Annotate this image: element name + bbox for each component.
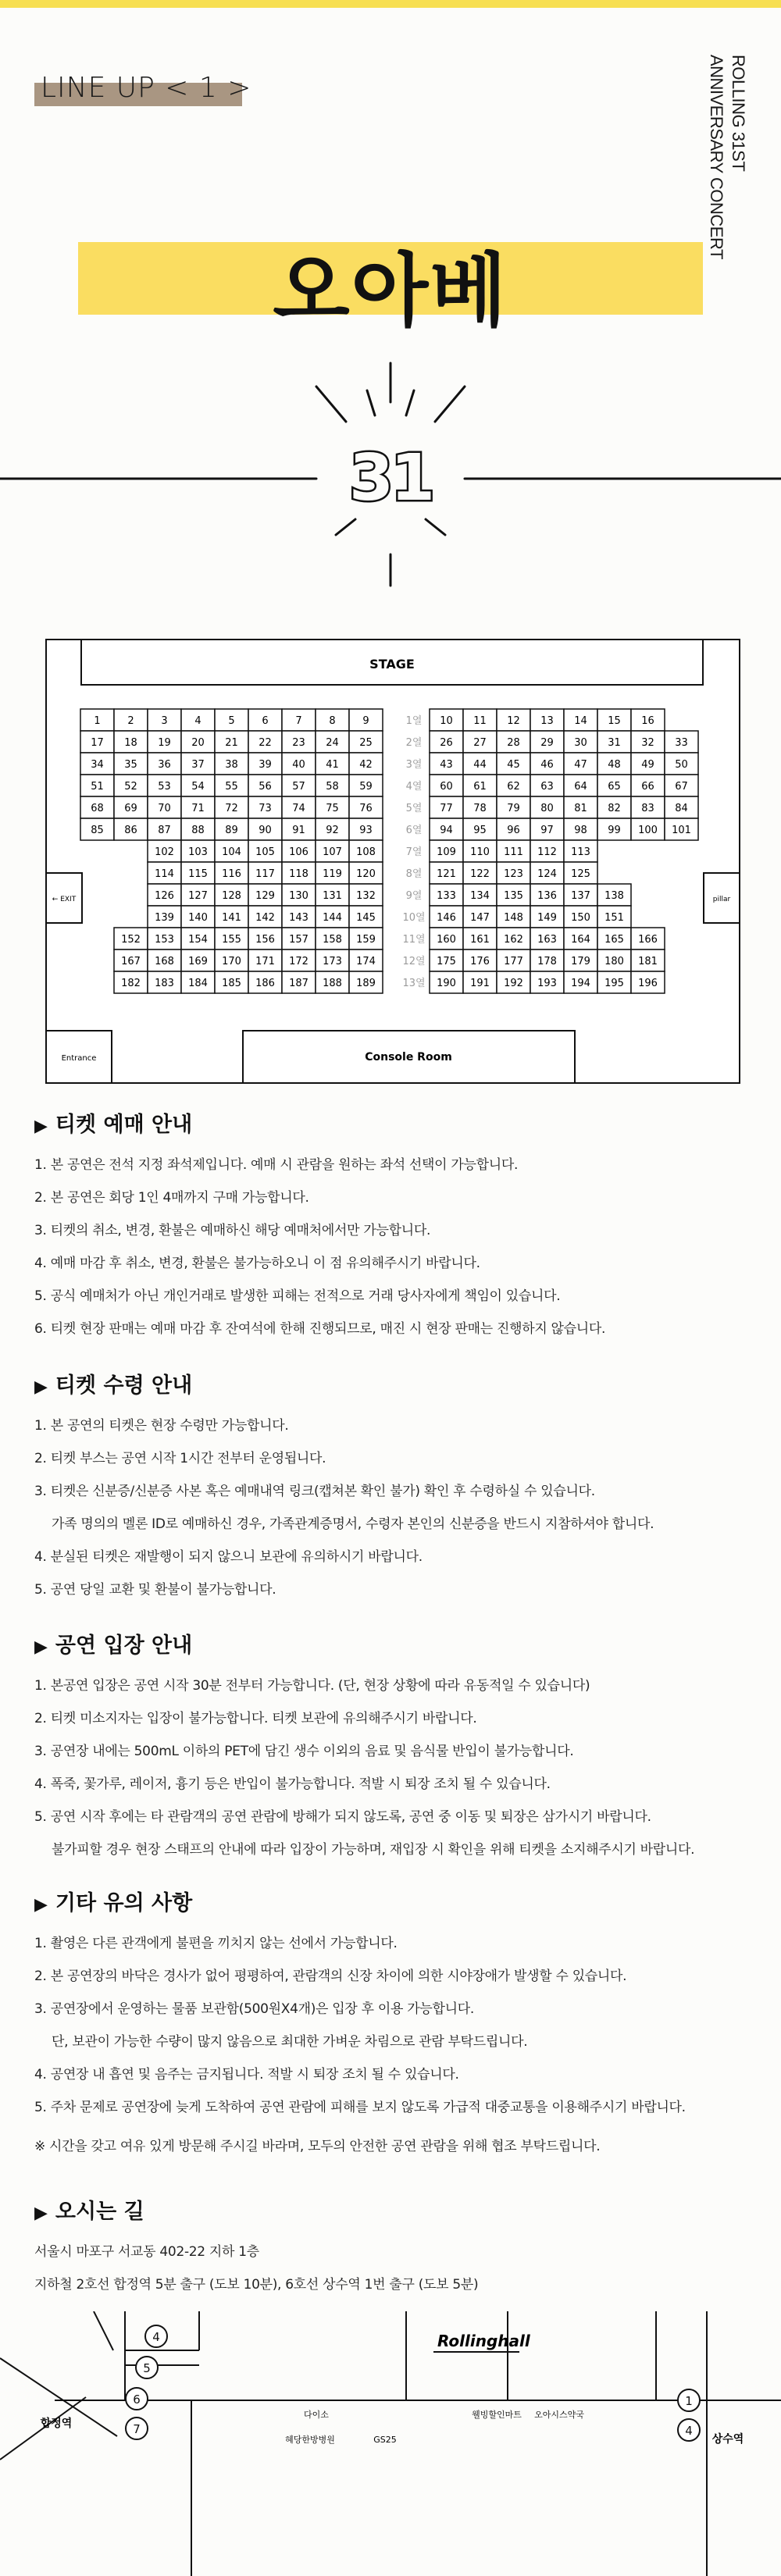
exit-label: ← EXIT [52,896,77,903]
seat-number: 125 [571,868,590,880]
seat-number: 91 [292,825,305,836]
stage-label: STAGE [369,657,415,672]
seat-number: 15 [608,715,621,727]
seat-number: 71 [191,803,205,814]
seat-number: 83 [641,803,654,814]
seat-number: 70 [158,803,171,814]
triangle-icon: ▶ [34,1377,48,1397]
row-label: 6열 [405,825,423,836]
artist-banner [78,234,703,338]
seat-number: 155 [222,934,241,946]
etc-item: 5. 주차 문제로 공연장에 늦게 도착하여 공연 관람에 피해를 보지 않도록 가급적 대중교통을 이용해주시기 바랍니다. [34,2100,686,2115]
seat-number: 82 [608,803,621,814]
burst-ray-top-left [316,387,346,422]
seat-number: 80 [540,803,554,814]
seat-number: 195 [604,978,624,989]
seat-number: 24 [326,737,339,749]
seat-number: 74 [292,803,305,814]
seat-number: 77 [440,803,453,814]
seat-number: 53 [158,781,171,793]
seat-number: 115 [188,868,208,880]
seat-number: 156 [255,934,275,946]
seat-number: 32 [641,737,654,749]
seat-number: 192 [504,978,523,989]
seat-number: 59 [359,781,373,793]
burst-ray-top-right [435,387,465,422]
seat-number: 121 [437,868,456,880]
etc-item: 3. 공연장에서 운영하는 물품 보관함(500원X4개)은 입장 후 이용 가능합니다. [34,2001,474,2017]
seat-number: 117 [255,868,275,880]
etc-item: 1. 촬영은 다른 관객에게 불편을 끼치지 않는 선에서 가능합니다. [34,1936,398,1951]
seat-number: 122 [470,868,490,880]
seat-number: 34 [91,759,104,771]
seat-number: 84 [675,803,688,814]
row-label: 1열 [405,715,423,727]
seat-number: 44 [473,759,487,771]
seat-number: 173 [323,956,342,967]
seat-number: 86 [124,825,137,836]
seat-number: 25 [359,737,373,749]
lineup-label: LINE UP < 1 > [41,72,252,104]
seat-number: 172 [289,956,308,967]
entry-item: 1. 본공연 입장은 공연 시작 30분 전부터 가능합니다. (단, 현장 상황에 따라 유동적일 수 있습니다) [34,1678,590,1694]
seat-number: 181 [638,956,658,967]
entry-item: 2. 티켓 미소지자는 입장이 불가능합니다. 티켓 보관에 유의해주시기 바랍니다. [34,1711,477,1726]
section-etc [34,1886,753,2124]
seat-number: 81 [574,803,587,814]
seat-number: 76 [359,803,373,814]
seat-number: 46 [540,759,554,771]
seat-number: 182 [121,978,141,989]
seat-number: 112 [537,846,557,858]
seat-number: 153 [155,934,174,946]
seat-number: 69 [124,803,137,814]
seat-number: 54 [191,781,205,793]
seat-number: 7 [295,715,302,727]
seat-number: 56 [259,781,272,793]
seat-number: 13 [540,715,554,727]
seat-number: 190 [437,978,456,989]
seat-number: 17 [91,737,104,749]
seat-number: 66 [641,781,654,793]
seat-number: 164 [571,934,590,946]
entry-item: 3. 공연장 내에는 500mL 이하의 PET에 담긴 생수 이외의 음료 및 음식물 반입이 불가능합니다. [34,1744,574,1759]
seat-number: 88 [191,825,205,836]
hapjeong-station-label: 합정역 [40,2417,73,2430]
exit-4-right-label: 4 [685,2424,693,2438]
seat-number: 108 [356,846,376,858]
seat-number: 45 [507,759,520,771]
seat-number: 47 [574,759,587,771]
notice-text: ※ 시간을 갖고 여유 있게 방문해 주시길 바라며, 모두의 안전한 공연 관람을 위해 협조 부탁드립니다. [34,2139,601,2154]
seat-number: 177 [504,956,523,967]
mart-label: 웰빙할인마트 [472,2410,522,2420]
seat-number: 193 [537,978,557,989]
seat-number: 43 [440,759,453,771]
seat-number: 29 [540,737,554,749]
sangsu-station-label: 상수역 [711,2433,744,2446]
seat-number: 113 [571,846,590,858]
entry-item: 5. 공연 시작 후에는 타 관람객의 공연 관람에 방해가 되지 않도록, 공연 중 이동 및 퇴장은 삼가시기 바랍니다. [34,1809,651,1825]
subway-text: 지하철 2호선 합정역 5분 출구 (도보 10분), 6호선 상수역 1번 출구 (도보 5분) [34,2277,479,2293]
seat-number: 87 [158,825,171,836]
lineup-tag [34,72,252,106]
seat-number: 142 [255,912,275,924]
seat-number: 126 [155,890,174,902]
anniversary-line-2: ANNIVERSARY CONCERT [707,55,726,259]
seat-number: 93 [359,825,373,836]
seat-number: 129 [255,890,275,902]
artist-name: 오아베 [273,245,508,338]
entry-item-continued: 불가피할 경우 현장 스태프의 안내에 따라 입장이 가능하며, 재입장 시 확인을 위해 티켓을 소지해주시기 바랍니다. [52,1842,695,1858]
seat-number: 154 [188,934,208,946]
seat-number: 118 [289,868,308,880]
seat-number: 135 [504,890,523,902]
seat-number: 22 [259,737,272,749]
seat-number: 36 [158,759,171,771]
seat-number: 11 [473,715,487,727]
seat-number: 170 [222,956,241,967]
ticket-item: 6. 티켓 현장 판매는 예매 마감 후 잔여석에 한해 진행되므로, 매진 시 현장 판매는 진행하지 않습니다. [34,1321,606,1337]
gs25-label: GS25 [373,2435,397,2445]
seat-number: 67 [675,781,688,793]
row-label: 11열 [402,934,426,946]
section-ticket-title: ▶ 티켓 예매 안내 [34,1113,193,1137]
seat-number: 31 [608,737,621,749]
rollinghall-label: Rollinghall [437,2332,530,2350]
daiso-label: 다이소 [304,2410,329,2420]
seat-number: 72 [225,803,238,814]
seat-number: 196 [638,978,658,989]
seat-number: 131 [323,890,342,902]
map-road [94,2311,113,2350]
section-entry-title: ▶ 공연 입장 안내 [34,1634,193,1658]
seat-number: 160 [437,934,456,946]
seat-number: 98 [574,825,587,836]
row-label: 12열 [402,956,426,967]
section-etc-title: ▶ 기타 유의 사항 [34,1891,193,1915]
seat-number: 38 [225,759,238,771]
seat-number: 149 [537,912,557,924]
address-text: 서울시 마포구 서교동 402-22 지하 1층 [34,2244,259,2260]
exit-6-label: 6 [133,2393,141,2407]
seat-number: 55 [225,781,238,793]
seat-number: 136 [537,890,557,902]
ticket-item: 5. 공식 예매처가 아닌 개인거래로 발생한 피해는 전적으로 거래 당사자에게 책임이 있습니다. [34,1288,561,1304]
seat-number: 19 [158,737,171,749]
exit-5-label: 5 [143,2361,151,2375]
seat-number: 146 [437,912,456,924]
seat-number: 42 [359,759,373,771]
seat-number: 1 [94,715,101,727]
seat-number: 171 [255,956,275,967]
seat-number: 166 [638,934,658,946]
hospital-label: 혜당한방병원 [285,2435,335,2445]
seat-number: 128 [222,890,241,902]
seat-number: 4 [194,715,201,727]
seat-number: 158 [323,934,342,946]
seat-number: 62 [507,781,520,793]
seat-number: 176 [470,956,490,967]
seat-number: 127 [188,890,208,902]
seat-number: 58 [326,781,339,793]
seat-number: 114 [155,868,174,880]
triangle-icon: ▶ [34,1895,48,1915]
pickup-item: 5. 공연 당일 교환 및 환불이 불가능합니다. [34,1582,276,1598]
console-room-label: Console Room [365,1051,452,1064]
seat-number: 97 [540,825,554,836]
seat-number: 143 [289,912,308,924]
seat-number: 99 [608,825,621,836]
triangle-icon: ▶ [34,1637,48,1657]
seat-number: 106 [289,846,308,858]
exit-1-right-label: 1 [685,2394,693,2408]
burst-ray-bottom-left [336,519,355,535]
seat-number: 184 [188,978,208,989]
section-pickup [34,1368,753,1606]
seat-number: 33 [675,737,688,749]
seat-number: 78 [473,803,487,814]
pharmacy-label: 오아시스약국 [534,2410,584,2420]
etc-item: 2. 본 공연장의 바닥은 경사가 없어 평평하여, 관람객의 신장 차이에 의한 시야장애가 발생할 수 있습니다. [34,1969,627,1984]
burst-ray-tr2 [406,390,414,415]
seating-chart [45,639,740,1084]
pickup-item-continued: 가족 명의의 멜론 ID로 예매하신 경우, 가족관계증명서, 수령자 본인의 신분증을 반드시 지참하셔야 합니다. [52,1516,654,1532]
seat-number: 189 [356,978,376,989]
seat-number: 100 [638,825,658,836]
seat-number: 116 [222,868,241,880]
row-label: 7열 [405,846,423,858]
top-accent-bar [0,0,781,8]
seat-number: 73 [259,803,272,814]
row-label: 13열 [402,978,426,989]
seat-number: 139 [155,912,174,924]
pickup-item: 2. 티켓 부스는 공연 시작 1시간 전부터 운영됩니다. [34,1451,326,1466]
seat-number: 120 [356,868,376,880]
seat-number: 145 [356,912,376,924]
section-directions-title: ▶ 오시는 길 [34,2200,144,2224]
seat-number: 8 [329,715,336,727]
seat-number: 60 [440,781,453,793]
seat-number: 159 [356,934,376,946]
section-directions [34,2194,753,2301]
seat-number: 138 [604,890,624,902]
seat-number: 140 [188,912,208,924]
seat-number: 48 [608,759,621,771]
seat-number: 109 [437,846,456,858]
seat-number: 41 [326,759,339,771]
exit-4-label: 4 [152,2330,160,2344]
seat-number: 30 [574,737,587,749]
seat-number: 104 [222,846,241,858]
seat-number: 168 [155,956,174,967]
seat-number: 185 [222,978,241,989]
seat-number: 124 [537,868,557,880]
seat-number: 40 [292,759,305,771]
seat-number: 20 [191,737,205,749]
seat-number: 28 [507,737,520,749]
seat-number: 167 [121,956,141,967]
seat-number: 12 [507,715,520,727]
seat-number: 39 [259,759,272,771]
seat-number: 18 [124,737,137,749]
etc-item-continued: 단, 보관이 가능한 수량이 많지 않음으로 최대한 가벼운 차림으로 관람 부탁드립니다. [52,2034,528,2050]
entry-item: 4. 폭죽, 꽃가루, 레이저, 흉기 등은 반입이 불가능합니다. 적발 시 퇴장 조치 될 수 있습니다. [34,1776,551,1792]
triangle-icon: ▶ [34,2204,48,2223]
seat-number: 85 [91,825,104,836]
seat-number: 65 [608,781,621,793]
location-map [0,2311,781,2576]
seat-number: 64 [574,781,587,793]
seat-number: 191 [470,978,490,989]
ticket-item: 3. 티켓의 취소, 변경, 환불은 예매하신 해당 예매처에서만 가능합니다. [34,1223,431,1238]
seat-number: 9 [362,715,369,727]
seat-number: 111 [504,846,523,858]
seat-number: 49 [641,759,654,771]
seat-number: 180 [604,956,624,967]
ticket-item: 4. 예매 마감 후 취소, 변경, 환불은 불가능하오니 이 점 유의해주시기 바랍니다. [34,1256,480,1271]
seat-number: 79 [507,803,520,814]
pickup-item: 1. 본 공연의 티켓은 현장 수령만 가능합니다. [34,1418,289,1434]
31-burst-emblem [0,344,781,601]
burst-ray-tl2 [367,390,375,415]
entrance-label: Entrance [61,1054,97,1063]
seat-number: 27 [473,737,487,749]
pickup-item: 4. 분실된 티켓은 재발행이 되지 않으니 보관에 유의하시기 바랍니다. [34,1549,423,1565]
anniversary-vertical-title [689,55,759,259]
row-label: 8열 [405,868,423,880]
seat-number: 132 [356,890,376,902]
anniversary-line-1: ROLLING 31ST [729,55,748,172]
section-entry [34,1628,753,1866]
seat-number: 165 [604,934,624,946]
row-label: 4열 [405,781,423,793]
seat-number: 63 [540,781,554,793]
seat-number: 123 [504,868,523,880]
seat-number: 183 [155,978,174,989]
seat-number: 110 [470,846,490,858]
seat-number: 23 [292,737,305,749]
seat-number: 141 [222,912,241,924]
seat-number: 2 [127,715,134,727]
seat-number: 152 [121,934,141,946]
seat-number: 92 [326,825,339,836]
seat-number: 175 [437,956,456,967]
seat-number: 105 [255,846,275,858]
seat-number: 161 [470,934,490,946]
seat-number: 162 [504,934,523,946]
seat-number: 147 [470,912,490,924]
seat-number: 10 [440,715,453,727]
seat-number: 119 [323,868,342,880]
seat-number: 174 [356,956,376,967]
seat-number: 3 [161,715,168,727]
burst-ray-bottom-right [426,519,445,535]
seat-number: 16 [641,715,654,727]
seat-number: 134 [470,890,490,902]
burst-badge-text: 31 [348,441,433,515]
row-label: 9열 [405,890,423,902]
row-label: 3열 [405,759,423,771]
seat-number: 194 [571,978,590,989]
etc-item: 4. 공연장 내 흡연 및 음주는 금지됩니다. 적발 시 퇴장 조치 될 수 있습니다. [34,2067,459,2083]
seat-number: 107 [323,846,342,858]
seat-number: 187 [289,978,308,989]
seat-number: 188 [323,978,342,989]
seat-number: 89 [225,825,238,836]
seat-number: 5 [228,715,235,727]
section-ticket [34,1107,753,1345]
seat-number: 52 [124,781,137,793]
seat-number: 137 [571,890,590,902]
seat-number: 37 [191,759,205,771]
seat-number: 102 [155,846,174,858]
seat-number: 61 [473,781,487,793]
seat-number: 35 [124,759,137,771]
seat-number: 103 [188,846,208,858]
seat-number: 178 [537,956,557,967]
seat-number: 130 [289,890,308,902]
seat-number: 50 [675,759,688,771]
seat-number: 21 [225,737,238,749]
seat-number: 150 [571,912,590,924]
seat-number: 179 [571,956,590,967]
seat-number: 148 [504,912,523,924]
triangle-icon: ▶ [34,1117,48,1136]
seat-number: 133 [437,890,456,902]
ticket-item: 1. 본 공연은 전석 지정 좌석제입니다. 예매 시 관람을 원하는 좌석 선택이 가능합니다. [34,1157,519,1173]
seat-number: 186 [255,978,275,989]
seat-number: 57 [292,781,305,793]
row-label: 10열 [402,912,426,924]
exit-7-label: 7 [133,2422,141,2436]
seat-number: 68 [91,803,104,814]
seat-number: 96 [507,825,520,836]
seat-number: 151 [604,912,624,924]
row-label: 2열 [405,737,423,749]
seat-number: 169 [188,956,208,967]
seat-number: 144 [323,912,342,924]
pickup-item: 3. 티켓은 신분증/신분증 사본 혹은 예매내역 링크(캡쳐본 확인 불가) 확인 후 수령하실 수 있습니다. [34,1484,595,1499]
seat-number: 14 [574,715,587,727]
ticket-item: 2. 본 공연은 회당 1인 4매까지 구매 가능합니다. [34,1190,309,1206]
seat-number: 157 [289,934,308,946]
seat-number: 90 [259,825,272,836]
section-pickup-title: ▶ 티켓 수령 안내 [34,1374,193,1398]
row-label: 5열 [405,803,423,814]
seat-number: 6 [262,715,269,727]
seat-number: 94 [440,825,453,836]
seat-number: 26 [440,737,453,749]
seat-number: 51 [91,781,104,793]
seat-number: 101 [672,825,691,836]
seat-number: 75 [326,803,339,814]
seat-number: 95 [473,825,487,836]
seat-number: 163 [537,934,557,946]
pillar-label: pillar [712,896,731,903]
